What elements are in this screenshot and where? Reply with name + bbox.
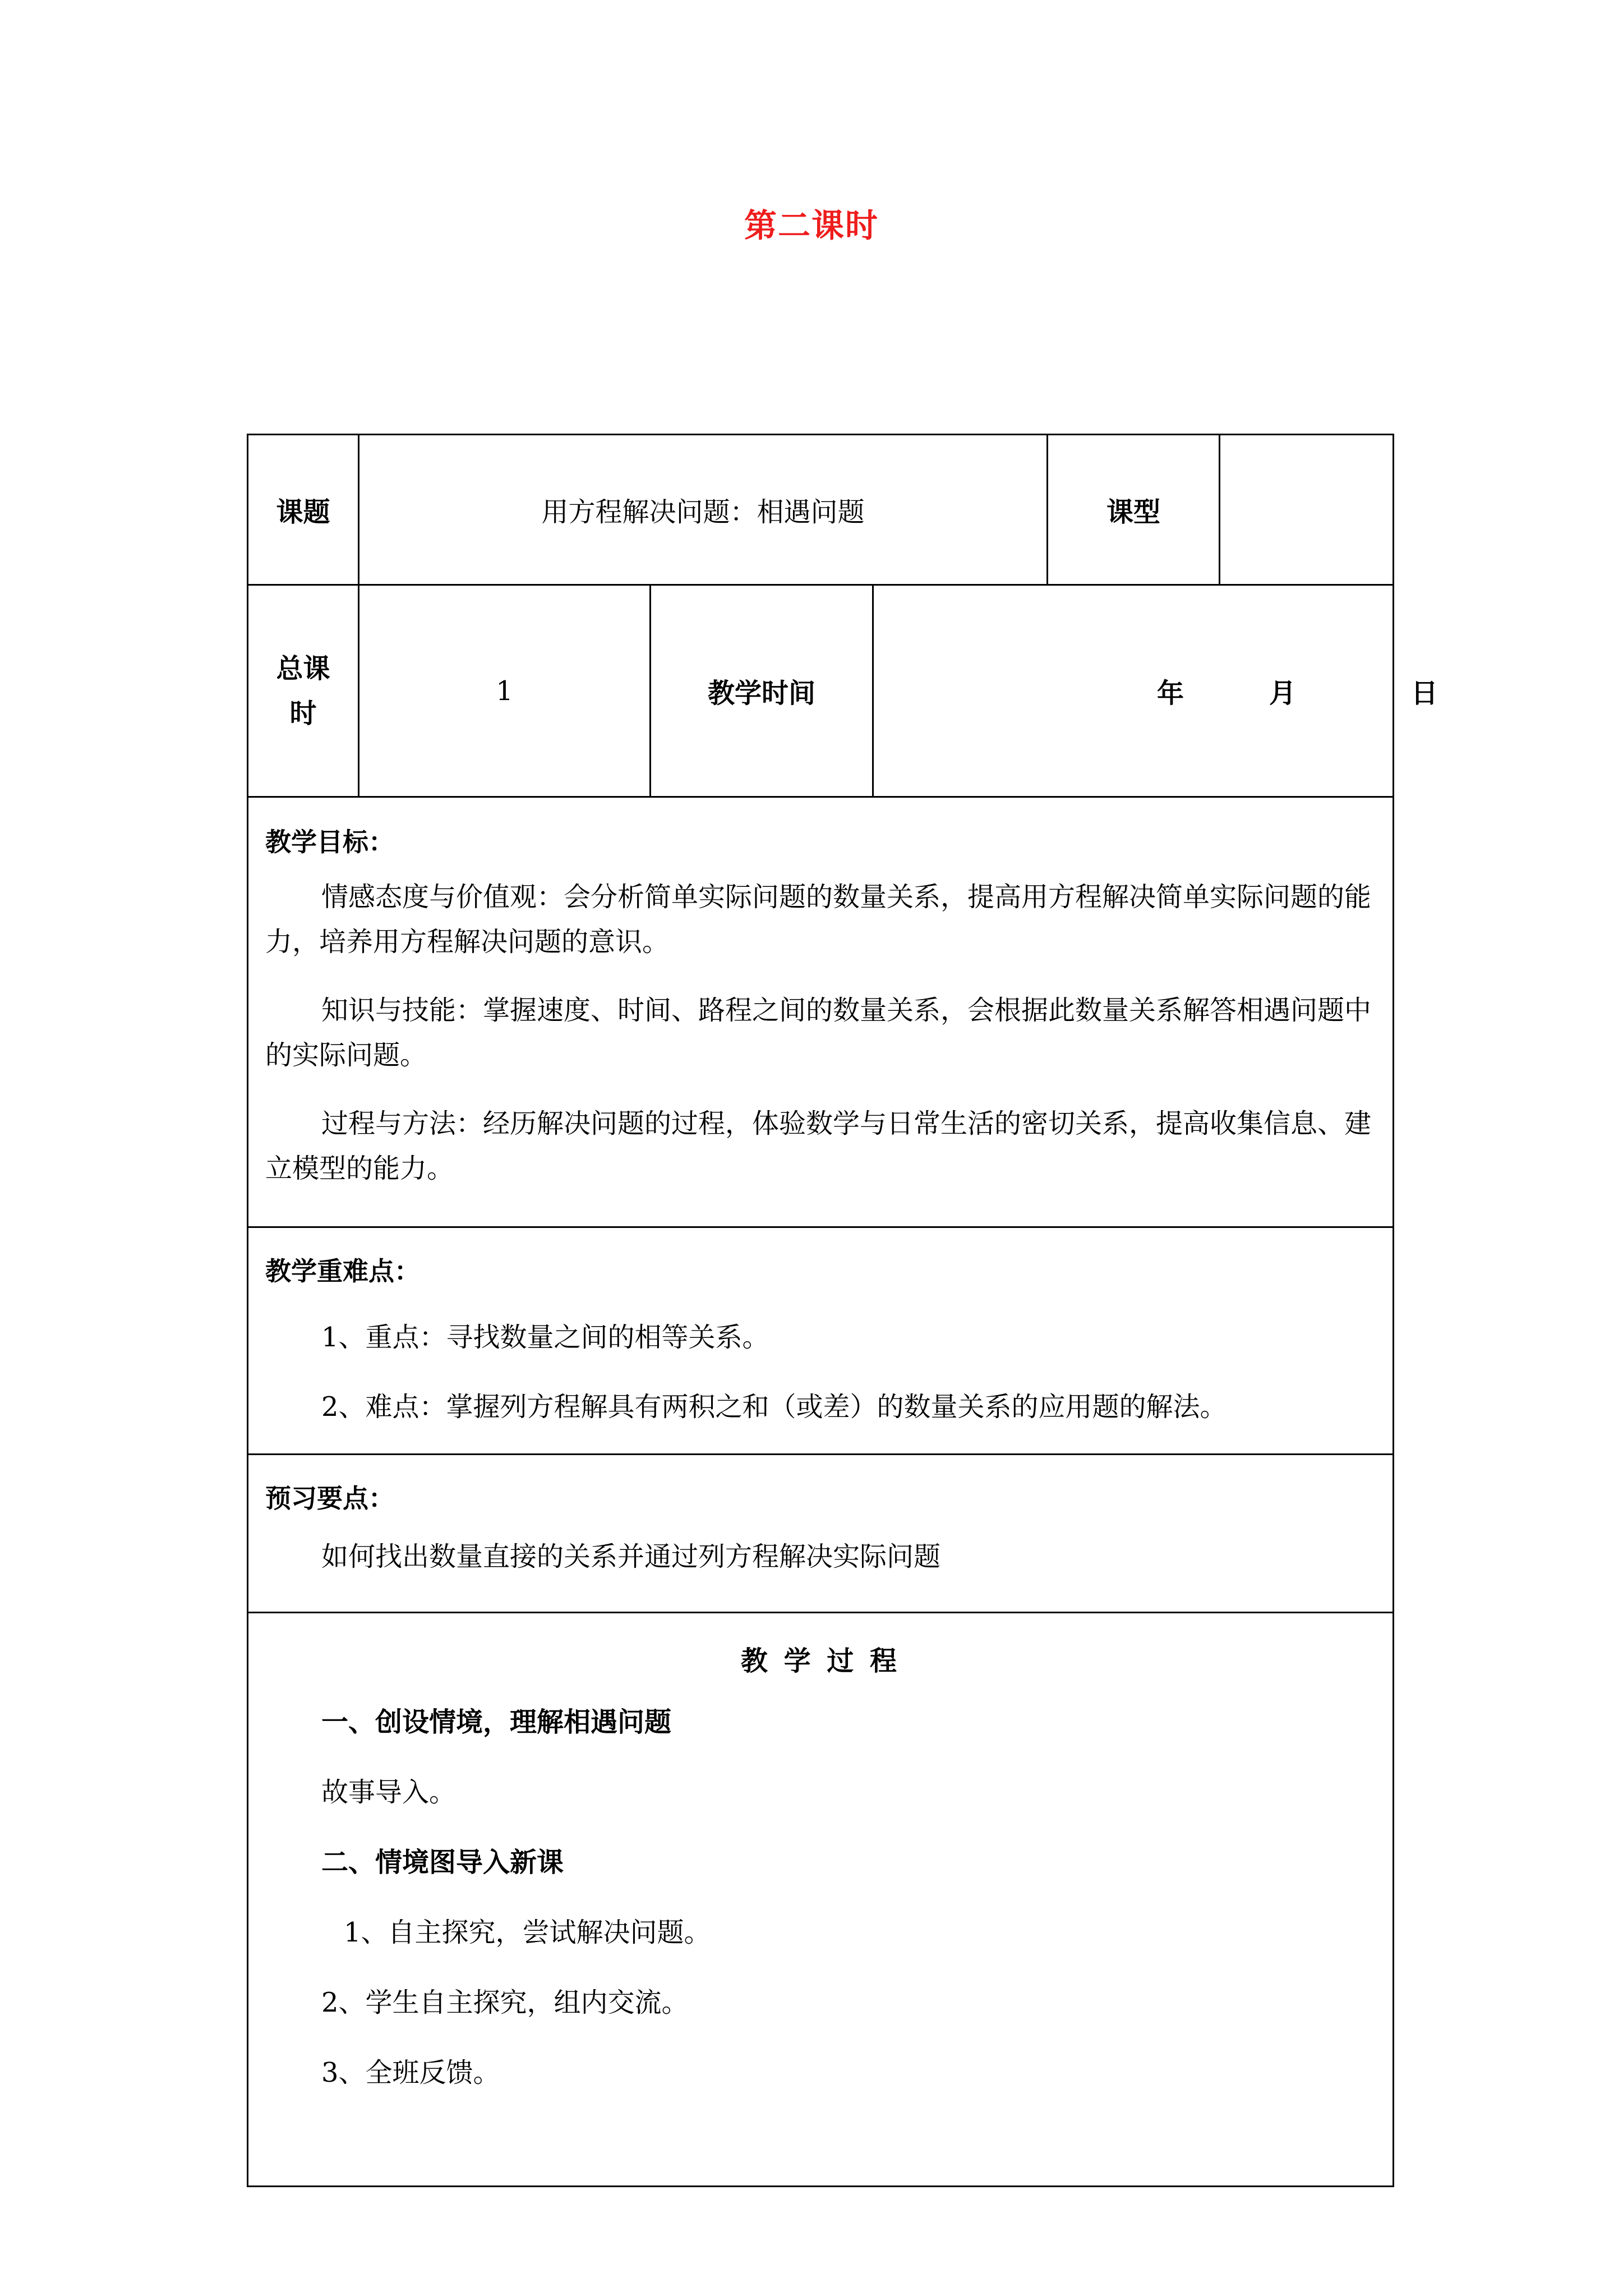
teaching-date — [874, 586, 1438, 796]
type-label: 课型 — [1106, 496, 1160, 528]
date-month: 月 — [1269, 678, 1297, 709]
total-hours-label-line2: 时 — [289, 697, 317, 729]
step2-item: 2、学生自主探究，组内交流。 — [321, 1987, 689, 2018]
total-hours-value: 1 — [496, 675, 513, 707]
step2-heading: 二、情境图导入新课 — [321, 1847, 564, 1878]
date-year: 年 — [1157, 678, 1184, 709]
key-point-item: 1、重点：寻找数量之间的相等关系。 — [321, 1322, 769, 1353]
preview-text: 如何找出数量直接的关系并通过列方程解决实际问题 — [321, 1541, 941, 1572]
total-hours-label — [248, 586, 358, 796]
key-points-heading: 教学重难点： — [265, 1256, 420, 1286]
divider — [248, 1612, 1393, 1613]
step1-text: 故事导入。 — [321, 1777, 457, 1808]
step2-item: 1、自主探究，尝试解决问题。 — [344, 1917, 711, 1948]
teaching-time-label: 教学时间 — [707, 678, 815, 709]
key-point-item: 2、难点：掌握列方程解具有两积之和（或差）的数量关系的应用题的解法。 — [321, 1391, 1227, 1423]
divider — [248, 1226, 1393, 1228]
topic-value: 用方程解决问题：相遇问题 — [541, 496, 865, 528]
preview-heading: 预习要点： — [265, 1483, 394, 1513]
objective-item: 情感态度与价值观：会分析简单实际问题的数量关系，提高用方程解决简单实际问题的能力，培养用方程解决问题的意识。 — [265, 881, 1372, 958]
page-title: 第二课时 — [744, 206, 879, 245]
preview-section — [265, 1476, 1376, 1579]
objectives-section — [265, 820, 1376, 1191]
type-value — [1220, 435, 1394, 584]
topic-label: 课题 — [276, 496, 330, 528]
total-hours-label-line1: 总课 — [276, 652, 330, 684]
objective-item: 知识与技能：掌握速度、时间、路程之间的数量关系，会根据此数量关系解答相遇问题中的实际问题。 — [265, 995, 1372, 1071]
step2-item: 3、全班反馈。 — [321, 2057, 500, 2088]
objective-item: 过程与方法：经历解决问题的过程，体验数学与日常生活的密切关系，提高收集信息、建立模型的能力。 — [265, 1108, 1372, 1184]
lesson-plan-table — [247, 434, 1438, 2187]
step1-heading: 一、创设情境，理解相遇问题 — [321, 1706, 672, 1738]
date-day: 日 — [1411, 678, 1438, 709]
process-heading: 教 学 过 程 — [740, 1645, 901, 1677]
divider — [248, 1453, 1393, 1455]
divider — [248, 796, 1393, 798]
key-points-section — [265, 1249, 1376, 1429]
objectives-heading: 教学目标： — [265, 827, 394, 857]
